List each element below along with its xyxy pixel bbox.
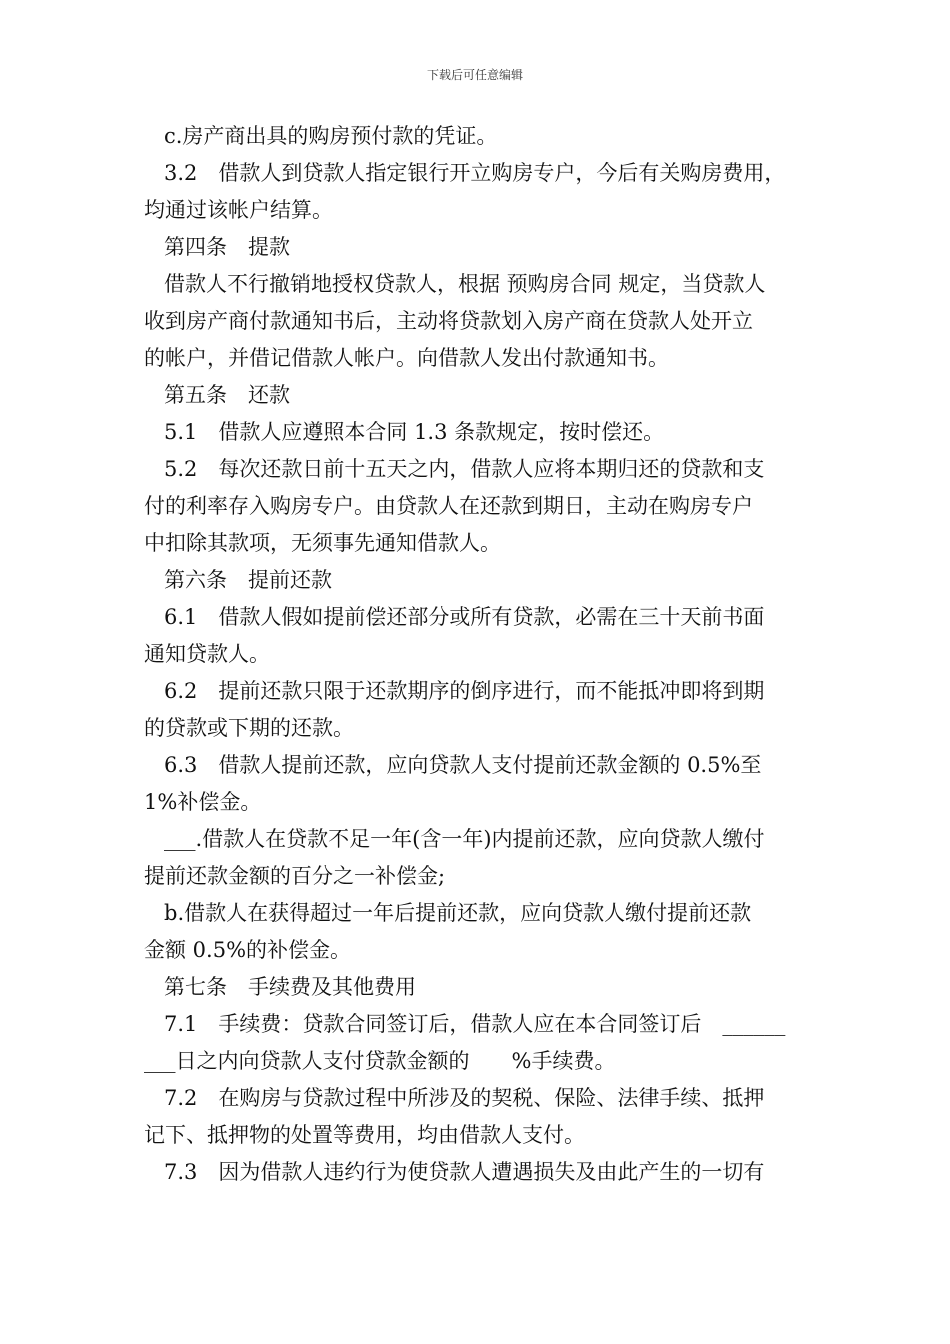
text-line: 记下、抵押物的处置等费用，均由借款人支付。	[144, 1123, 585, 1147]
section-heading: 第六条 提前还款	[164, 568, 332, 592]
text-line: 的帐户，并借记借款人帐户。向借款人发出付款通知书。	[144, 346, 669, 370]
text-line: 7.1 手续费：贷款合同签订后，借款人应在本合同签订后 ______	[164, 1012, 786, 1036]
text-line: 6.2 提前还款只限于还款期序的倒序进行，而不能抵冲即将到期	[164, 679, 765, 703]
text-line: b.借款人在获得超过一年后提前还款，应向贷款人缴付提前还款	[164, 901, 752, 925]
text-line: 1%补偿金。	[144, 790, 262, 814]
text-line: 收到房产商付款通知书后，主动将贷款划入房产商在贷款人处开立	[144, 309, 753, 333]
text-line: 通知贷款人。	[144, 642, 270, 666]
text-line: 6.1 借款人假如提前偿还部分或所有贷款，必需在三十天前书面	[164, 605, 765, 629]
text-line: 7.3 因为借款人违约行为使贷款人遭遇损失及由此产生的一切有	[164, 1160, 765, 1184]
text-line: c.房产商出具的购房预付款的凭证。	[164, 124, 498, 148]
text-line: 均通过该帐户结算。	[144, 198, 333, 222]
text-line: 的贷款或下期的还款。	[144, 716, 354, 740]
text-line: 借款人不行撤销地授权贷款人，根据 预购房合同 规定，当贷款人	[164, 272, 766, 296]
text-line: 6.3 借款人提前还款，应向贷款人支付提前还款金额的 0.5%至	[164, 753, 762, 777]
text-line: 付的利率存入购房专户。由贷款人在还款到期日，主动在购房专户	[144, 494, 753, 518]
text-line: 提前还款金额的百分之一补偿金;	[144, 864, 446, 888]
text-line: 5.1 借款人应遵照本合同 1.3 条款规定，按时偿还。	[164, 420, 665, 444]
section-heading: 第四条 提款	[164, 235, 290, 259]
text-line: ___日之内向贷款人支付贷款金额的 %手续费。	[144, 1049, 616, 1073]
section-heading: 第七条 手续费及其他费用	[164, 975, 416, 999]
section-heading: 第五条 还款	[164, 383, 290, 407]
text-line: 5.2 每次还款日前十五天之内，借款人应将本期归还的贷款和支	[164, 457, 765, 481]
text-line: 中扣除其款项，无须事先通知借款人。	[144, 531, 501, 555]
text-line: ___.借款人在贷款不足一年(含一年)内提前还款，应向贷款人缴付	[164, 827, 765, 851]
document-body	[144, 118, 824, 1191]
page-header: 下载后可任意编辑	[426, 68, 523, 82]
text-line: 7.2 在购房与贷款过程中所涉及的契税、保险、法律手续、抵押	[164, 1086, 765, 1110]
text-line: 金额 0.5%的补偿金。	[144, 938, 352, 962]
text-line: 3.2 借款人到贷款人指定银行开立购房专户，今后有关购房费用，	[164, 161, 786, 185]
